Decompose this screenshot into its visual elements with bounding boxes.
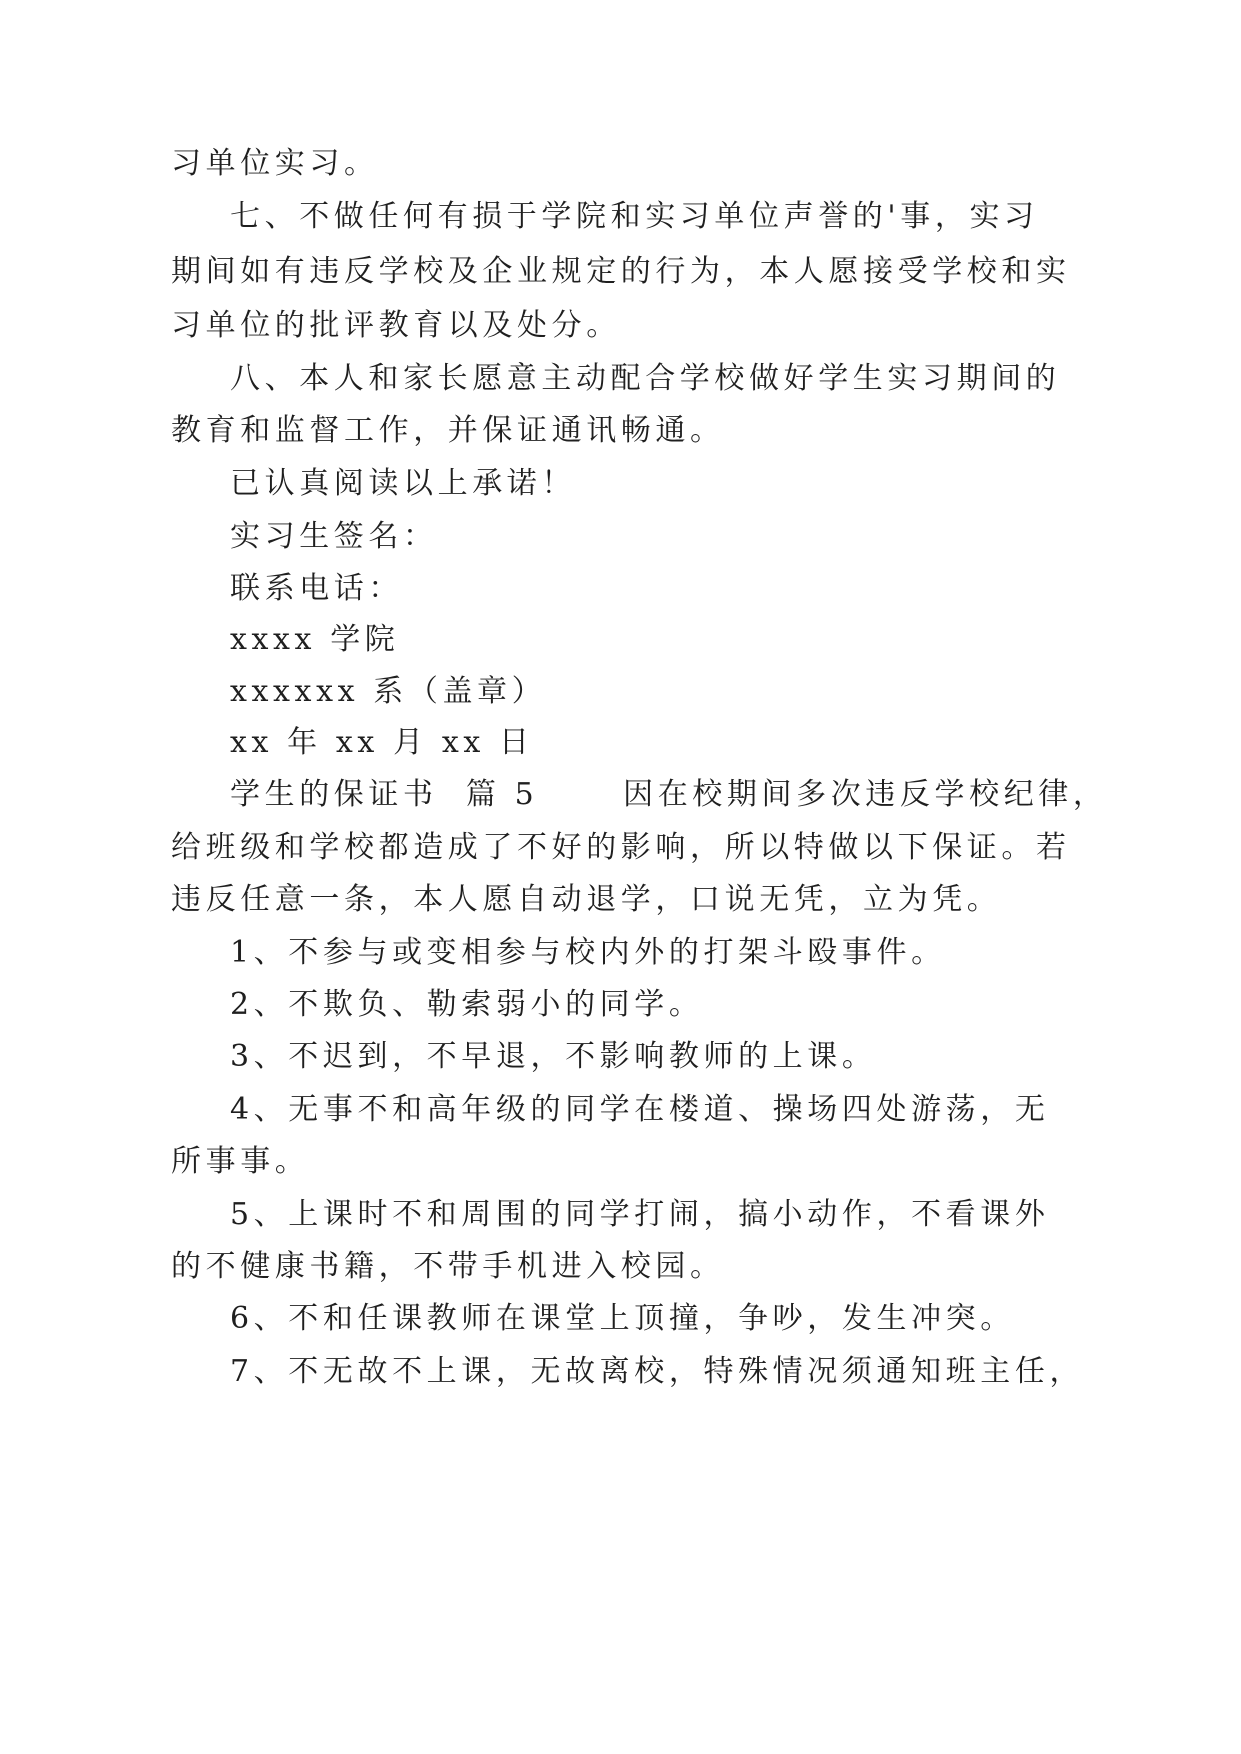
section-heading: 学生的保证书 篇 5 因在校期间多次违反学校纪律， xyxy=(230,777,1108,812)
text-line: 已认真阅读以上承诺！ xyxy=(230,466,576,501)
list-item: 1、不参与或变相参与校内外的打架斗殴事件。 xyxy=(230,935,946,970)
text-line: 违反任意一条，本人愿自动退学，口说无凭，立为凭。 xyxy=(171,882,1002,917)
list-item: 4、无事不和高年级的同学在楼道、操场四处游荡，无 xyxy=(230,1092,1050,1127)
text-line: 给班级和学校都造成了不好的影响，所以特做以下保证。若 xyxy=(171,830,1071,865)
list-item: 7、不无故不上课，无故离校，特殊情况须通知班主任， xyxy=(230,1354,1085,1389)
signature-label: 实习生签名： xyxy=(230,519,438,554)
list-item: 3、不迟到，不早退，不影响教师的上课。 xyxy=(230,1039,877,1074)
text-line: 七、不做任何有损于学院和实习单位声誉的'事，实习 xyxy=(230,199,1039,234)
list-item: 5、上课时不和周围的同学打闹，搞小动作，不看课外 xyxy=(230,1197,1050,1232)
text-line: 八、本人和家长愿意主动配合学校做好学生实习期间的 xyxy=(230,361,1061,396)
text-line: 习单位的批评教育以及处分。 xyxy=(171,308,621,343)
text-line: 期间如有违反学校及企业规定的行为，本人愿接受学校和实 xyxy=(171,254,1071,289)
phone-label: 联系电话： xyxy=(230,571,403,606)
department-seal: xxxxxx 系（盖章） xyxy=(230,674,547,709)
college-name: xxxx 学院 xyxy=(230,622,400,657)
text-line: 教育和监督工作，并保证通讯畅通。 xyxy=(171,413,725,448)
text-line: 的不健康书籍，不带手机进入校园。 xyxy=(171,1249,725,1284)
text-line: 所事事。 xyxy=(171,1144,310,1179)
text-line: 习单位实习。 xyxy=(171,146,379,181)
list-item: 6、不和任课教师在课堂上顶撞，争吵，发生冲突。 xyxy=(230,1301,1015,1336)
date-line: xx 年 xx 月 xx 日 xyxy=(230,725,534,760)
list-item: 2、不欺负、勒索弱小的同学。 xyxy=(230,987,704,1022)
